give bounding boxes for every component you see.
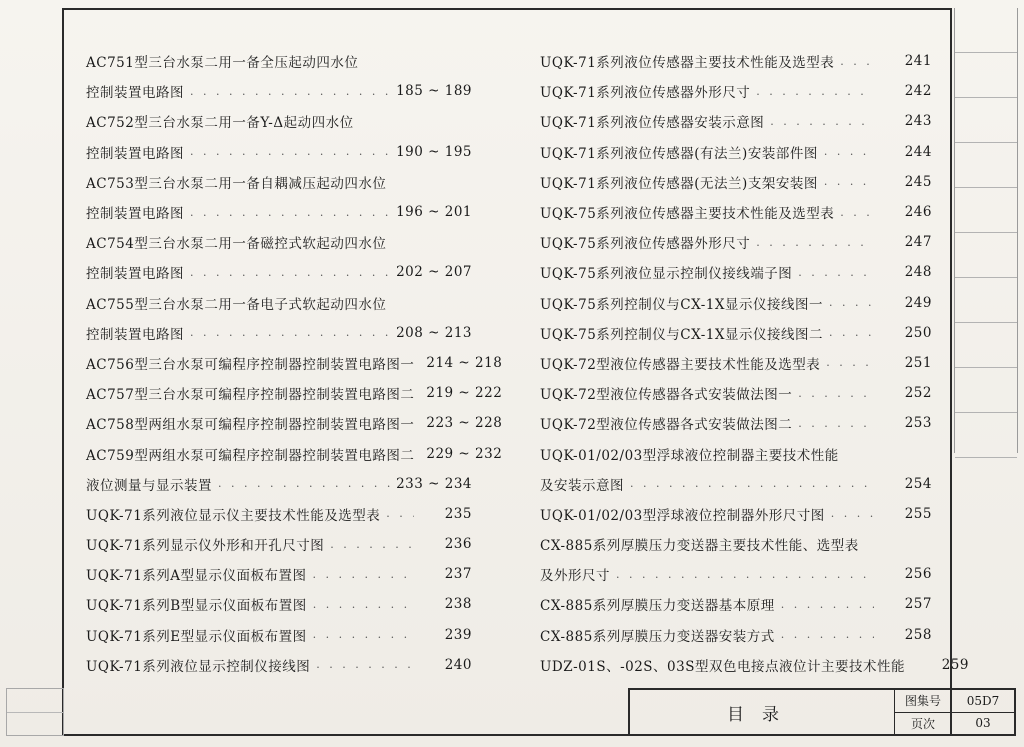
toc-entry-page: 257 (904, 596, 932, 613)
toc-entry-title: 控制装置电路图 (86, 145, 184, 162)
toc-entry-page: 259 (941, 656, 969, 673)
toc-entry-page: 208 ~ 213 (396, 324, 472, 341)
toc-entry (540, 197, 932, 227)
toc-entry-page: 252 (904, 385, 932, 402)
toc-entry-title: 控制装置电路图 (86, 85, 184, 102)
toc-entry-title: AC754型三台水泵二用一备磁控式软起动四水位 (86, 236, 387, 253)
toc-entry-title: AC756型三台水泵可编程序控制器控制装置电路图一 (86, 356, 415, 373)
dot-leader (798, 417, 874, 430)
toc-entry-page: 251 (904, 354, 932, 371)
title-block (628, 688, 952, 736)
toc-entry (86, 589, 472, 619)
revision-cell (955, 143, 1017, 188)
dot-leader (190, 206, 390, 219)
toc-entry-title: AC759型两组水泵可编程序控制器控制装置电路图二 (86, 447, 415, 464)
toc-entry-page: 239 (444, 626, 472, 643)
toc-entry-page: 190 ~ 195 (396, 143, 472, 160)
revision-cell (955, 233, 1017, 278)
toc-entry-title: UQK-01/02/03型浮球液位控制器外形尺寸图 (540, 507, 825, 524)
toc-entry (86, 469, 472, 499)
toc-right-column (540, 46, 969, 680)
title-block-values (952, 688, 1016, 736)
dot-leader (330, 538, 414, 551)
toc-entry (540, 76, 932, 106)
toc-entry-title: UQK-71系列A型显示仪面板布置图 (86, 568, 307, 585)
toc-entry-title: UQK-71系列液位显示控制仪接线图 (86, 658, 311, 675)
atlas-row (895, 690, 952, 713)
toc-entry (540, 137, 932, 167)
toc-entry (540, 469, 932, 499)
toc-entry (86, 348, 503, 378)
toc-entry (540, 589, 932, 619)
toc-entry (540, 559, 932, 589)
toc-entry-page: 237 (444, 566, 472, 583)
dot-leader (770, 115, 874, 128)
revision-cell (955, 53, 1017, 98)
toc-entry (540, 499, 932, 529)
dot-leader (831, 507, 874, 520)
toc-entry-page: 219 ~ 222 (426, 385, 503, 402)
dot-leader (781, 598, 874, 611)
dot-leader (829, 296, 874, 309)
toc-entry-title: UQK-75系列液位显示控制仪接线端子图 (540, 266, 793, 283)
toc-entry (86, 408, 503, 438)
dot-leader (616, 568, 874, 581)
revision-cell (955, 188, 1017, 233)
toc-entry-title: UQK-71系列液位传感器主要技术性能及选型表 (540, 55, 835, 72)
toc-entry (86, 499, 472, 529)
catalog-title: 目录 (630, 690, 895, 734)
dot-leader (218, 477, 390, 490)
toc-entry-title: UQK-71系列液位传感器安装示意图 (540, 115, 765, 132)
toc-entry (86, 318, 472, 348)
toc-entry (86, 137, 472, 167)
dot-leader (756, 236, 874, 249)
toc-entry-title: CX-885系列厚膜压力变送器基本原理 (540, 598, 775, 615)
dot-leader (756, 85, 874, 98)
toc-entry-title: UQK-71系列显示仪外形和开孔尺寸图 (86, 538, 325, 555)
toc-entry (540, 167, 932, 197)
toc-entry (86, 559, 472, 589)
toc-entry (86, 438, 503, 468)
dot-leader (313, 568, 414, 581)
dot-leader (190, 266, 390, 279)
toc-entry (86, 620, 472, 650)
dot-leader (840, 206, 874, 219)
toc-entry-title: UQK-71系列液位传感器(有法兰)安装部件图 (540, 145, 818, 162)
dot-leader (190, 145, 390, 158)
toc-entry-page: 240 (444, 656, 472, 673)
dot-leader (798, 266, 874, 279)
toc-entry-title: 及外形尺寸 (540, 568, 610, 585)
revision-cell (955, 323, 1017, 368)
toc-entry (86, 227, 472, 257)
toc-entry (86, 197, 472, 227)
revision-cell (955, 8, 1017, 53)
atlas-number-value: 05D7 (952, 690, 1014, 713)
page-number-label: 页次 (895, 713, 952, 735)
toc-entry (540, 46, 932, 76)
toc-entry-page: 242 (904, 83, 932, 100)
toc-entry-title: UQK-72型液位传感器各式安装做法图一 (540, 387, 793, 404)
dot-leader (313, 598, 414, 611)
toc-entry (540, 257, 932, 287)
dot-leader (190, 85, 390, 98)
toc-entry-title: 控制装置电路图 (86, 326, 184, 343)
toc-entry-page: 233 ~ 234 (396, 475, 472, 492)
title-block-labels (895, 690, 952, 734)
toc-entry-page: 229 ~ 232 (426, 445, 503, 462)
toc-entry-page: 250 (904, 324, 932, 341)
toc-entry-page: 241 (904, 53, 932, 70)
toc-entry (540, 650, 969, 680)
atlas-number-label: 图集号 (895, 690, 952, 712)
revision-cell (955, 98, 1017, 143)
toc-entry-title: CX-885系列厚膜压力变送器主要技术性能、选型表 (540, 538, 859, 555)
toc-entry-title: 及安装示意图 (540, 477, 624, 494)
toc-entry-page: 243 (904, 113, 932, 130)
toc-entry-title: UQK-75系列液位传感器主要技术性能及选型表 (540, 206, 835, 223)
revision-cell (955, 368, 1017, 413)
toc-entry (86, 76, 472, 106)
toc-entry-page: 235 (444, 505, 472, 522)
toc-entry-title: UQK-71系列液位显示仪主要技术性能及选型表 (86, 507, 381, 524)
toc-entry (86, 378, 503, 408)
dot-leader (829, 326, 874, 339)
page-number-value: 03 (975, 716, 991, 731)
dot-leader (386, 507, 414, 520)
dot-leader (630, 477, 874, 490)
toc-entry (540, 408, 932, 438)
toc-entry-title: AC751型三台水泵二用一备全压起动四水位 (86, 55, 359, 72)
toc-entry-title: 液位测量与显示装置 (86, 477, 212, 494)
toc-entry-title: UDZ-01S、-02S、03S型双色电接点液位计主要技术性能 (540, 658, 905, 675)
toc-entry-page: 258 (904, 626, 932, 643)
toc-entry-page: 255 (904, 505, 932, 522)
toc-entry (540, 438, 932, 468)
toc-entry (540, 288, 932, 318)
binding-stamp (6, 688, 64, 736)
toc-entry-page: 223 ~ 228 (426, 415, 503, 432)
toc-entry-title: UQK-75系列控制仪与CX-1X显示仪接线图二 (540, 326, 824, 343)
toc-entry-page: 246 (904, 204, 932, 221)
revision-cell (955, 278, 1017, 323)
dot-leader (316, 658, 414, 671)
toc-entry-title: AC753型三台水泵二用一备自耦减压起动四水位 (86, 175, 387, 192)
dot-leader (313, 628, 414, 641)
toc-entry-page: 214 ~ 218 (426, 354, 503, 371)
toc-entry-page: 244 (904, 143, 932, 160)
toc-entry-title: UQK-75系列液位传感器外形尺寸 (540, 236, 751, 253)
toc-entry-title: AC755型三台水泵二用一备电子式软起动四水位 (86, 296, 387, 313)
toc-entry-title: UQK-71系列B型显示仪面板布置图 (86, 598, 307, 615)
dot-leader (824, 175, 874, 188)
toc-entry-title: UQK-71系列液位传感器外形尺寸 (540, 85, 751, 102)
toc-entry (540, 529, 932, 559)
toc-entry-page: 238 (444, 596, 472, 613)
stamp-row (7, 689, 63, 713)
toc-entry (540, 620, 932, 650)
toc-entry-page: 196 ~ 201 (396, 204, 472, 221)
toc-entry-title: 控制装置电路图 (86, 266, 184, 283)
toc-entry-title: UQK-72型液位传感器各式安装做法图二 (540, 417, 793, 434)
revision-cell (955, 413, 1017, 458)
toc-entry-title: 控制装置电路图 (86, 206, 184, 223)
toc-entry (540, 348, 932, 378)
toc-entry (540, 106, 932, 136)
toc-entry-title: UQK-75系列控制仪与CX-1X显示仪接线图一 (540, 296, 824, 313)
toc-entry-title: AC757型三台水泵可编程序控制器控制装置电路图二 (86, 387, 415, 404)
toc-entry-page: 202 ~ 207 (396, 264, 472, 281)
toc-entry (86, 650, 472, 680)
toc-entry (86, 529, 472, 559)
dot-leader (824, 145, 874, 158)
toc-entry (540, 227, 932, 257)
dot-leader (798, 387, 874, 400)
toc-entry-page: 256 (904, 566, 932, 583)
toc-entry-page: 185 ~ 189 (396, 83, 472, 100)
toc-entry-page: 245 (904, 173, 932, 190)
toc-entry (86, 257, 472, 287)
toc-entry-page: 247 (904, 234, 932, 251)
toc-entry (86, 106, 472, 136)
toc-entry (540, 318, 932, 348)
toc-entry-title: AC758型两组水泵可编程序控制器控制装置电路图一 (86, 417, 415, 434)
toc-entry-page: 249 (904, 294, 932, 311)
revision-strip (954, 8, 1018, 453)
dot-leader (781, 628, 874, 641)
toc-entry-page: 236 (444, 536, 472, 553)
toc-entry-title: CX-885系列厚膜压力变送器安装方式 (540, 628, 775, 645)
toc-entry-title: UQK-71系列液位传感器(无法兰)支架安装图 (540, 175, 818, 192)
toc-entry-title: UQK-72型液位传感器主要技术性能及选型表 (540, 356, 821, 373)
dot-leader (190, 326, 390, 339)
toc-entry-title: AC752型三台水泵二用一备Y-Δ起动四水位 (86, 115, 354, 132)
toc-entry (86, 46, 472, 76)
toc-entry-title: UQK-01/02/03型浮球液位控制器主要技术性能 (540, 447, 839, 464)
toc-entry-title: UQK-71系列E型显示仪面板布置图 (86, 628, 307, 645)
toc-entry-page: 248 (904, 264, 932, 281)
toc-entry (86, 288, 472, 318)
toc-left-column (86, 46, 503, 680)
toc-entry (540, 378, 932, 408)
page-row (895, 713, 952, 735)
dot-leader (840, 55, 874, 68)
toc-entry-page: 253 (904, 415, 932, 432)
dot-leader (826, 356, 874, 369)
toc-entry-page: 254 (904, 475, 932, 492)
toc-entry (86, 167, 472, 197)
